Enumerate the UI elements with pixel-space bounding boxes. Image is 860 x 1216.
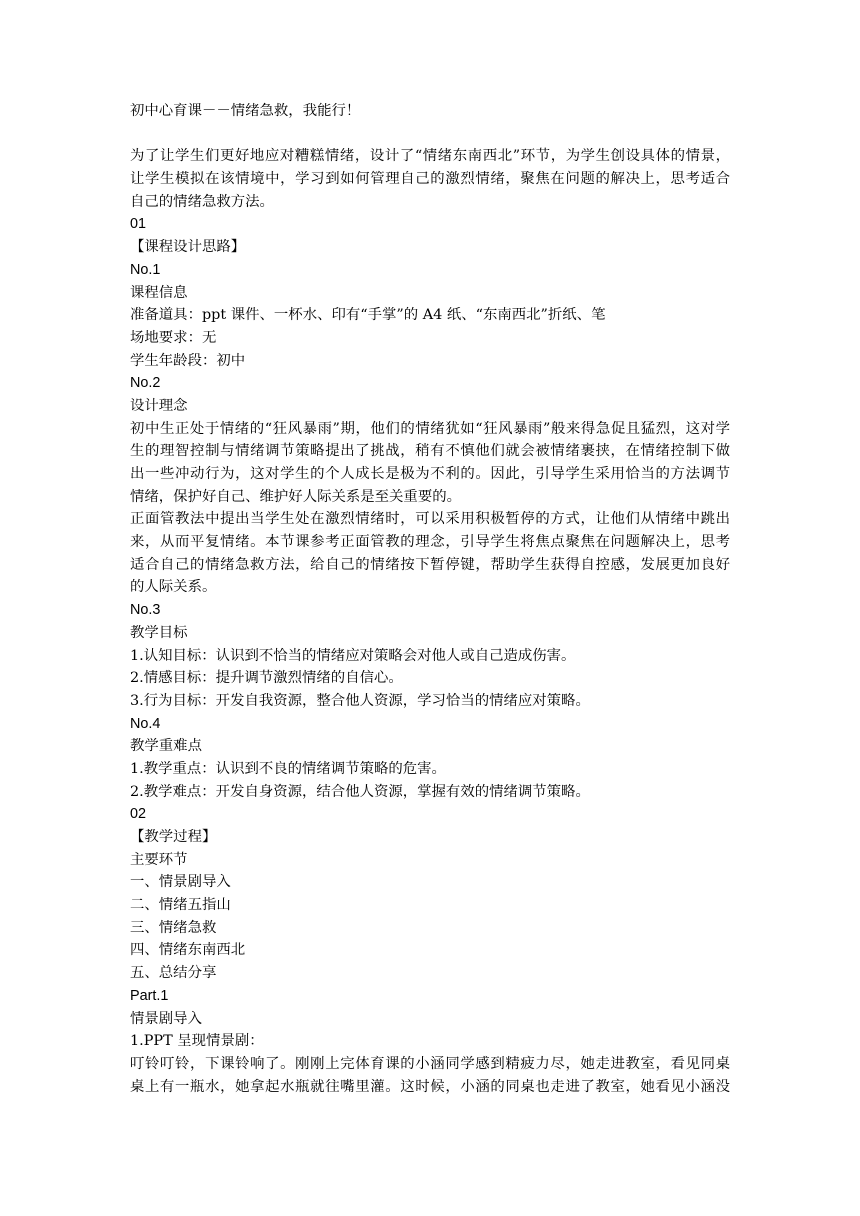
document-title: 初中心育课－－情绪急救，我能行！ (130, 103, 361, 119)
list-item: 准备道具：ppt 课件、一杯水、印有“手掌”的 A4 纸、“东南西北”折纸、笔 (130, 307, 606, 324)
intro-line: 为了让学生们更好地应对糟糕情绪，设计了“情绪东南西北”环节，为学生创设具体的情景， (130, 148, 730, 165)
paragraph-line: 情绪，保护好自己、维护好人际关系是至关重要的。 (130, 488, 461, 505)
subsection-label: No.4 (130, 715, 161, 732)
paragraph-line: 的人际关系。 (130, 579, 217, 596)
subsection-label: No.1 (130, 261, 161, 278)
design-paragraph-1 (130, 418, 730, 509)
subsection-title: 教学目标 (130, 624, 188, 641)
step-item: 一、情景剧导入 (130, 874, 231, 891)
blank-line (130, 123, 730, 146)
list-item: 1.教学重点：认识到不良的情绪调节策略的危害。 (130, 760, 446, 777)
list-item: 场地要求：无 (130, 329, 217, 346)
subsection-label: No.2 (130, 375, 161, 392)
section-heading: 【教学过程】 (130, 829, 217, 845)
section-heading: 【课程设计思路】 (130, 239, 246, 256)
list-item: 3.行为目标：开发自我资源，整合他人资源，学习恰当的情绪应对策略。 (130, 692, 590, 709)
subsection-label: No.3 (130, 602, 161, 619)
intro-line: 自己的情绪急救方法。 (130, 193, 274, 210)
part-title: 情景剧导入 (130, 1010, 202, 1027)
step-item: 五、总结分享 (130, 965, 217, 982)
section-number: 01 (130, 216, 147, 233)
document-page (130, 100, 730, 1098)
subsection-title: 教学重难点 (130, 738, 202, 755)
design-paragraph-2 (130, 508, 730, 599)
step-item: 三、情绪急救 (130, 919, 217, 936)
story-paragraph (130, 1053, 730, 1098)
step-item: 二、情绪五指山 (130, 897, 231, 914)
list-item: 1.PPT 呈现情景剧： (130, 1033, 264, 1050)
intro-paragraph (130, 145, 730, 213)
paragraph-line: 来，从而平复情绪。本节课参考正面管教的理念，引导学生将焦点聚焦在问题解决上，思考 (130, 534, 730, 551)
subsection-title: 课程信息 (130, 284, 188, 301)
paragraph-line: 叮铃叮铃，下课铃响了。刚刚上完体育课的小涵同学感到精疲力尽，她走进教室，看见同桌 (130, 1055, 730, 1072)
list-item: 1.认知目标：认识到不恰当的情绪应对策略会对他人或自己造成伤害。 (130, 647, 576, 664)
paragraph-line: 适合自己的情绪急救方法，给自己的情绪按下暂停键，帮助学生获得自控感，发展更加良好 (130, 556, 730, 573)
steps-title: 主要环节 (130, 851, 188, 868)
paragraph-line: 正面管教法中提出当学生处在激烈情绪时，可以采用积极暂停的方式，让他们从情绪中跳出 (130, 511, 730, 528)
paragraph-line: 生的理智控制与情绪调节策略提出了挑战，稍有不慎他们就会被情绪裹挟，在情绪控制下做 (130, 443, 730, 460)
list-item: 2.情感目标：提升调节激烈情绪的自信心。 (130, 670, 403, 687)
part-label: Part.1 (130, 987, 169, 1004)
list-item: 2.教学难点：开发自身资源，结合他人资源，掌握有效的情绪调节策略。 (130, 783, 590, 800)
paragraph-line: 初中生正处于情绪的“狂风暴雨”期，他们的情绪犹如“狂风暴雨”般来得急促且猛烈，这对学 (130, 420, 730, 437)
step-item: 四、情绪东南西北 (130, 942, 246, 959)
section-number: 02 (130, 806, 147, 823)
list-item: 学生年龄段：初中 (130, 352, 246, 369)
paragraph-line: 桌上有一瓶水，她拿起水瓶就往嘴里灌。这时候，小涵的同桌也走进了教室，她看见小涵没 (130, 1078, 730, 1095)
intro-line: 让学生模拟在该情境中，学习到如何管理自己的激烈情绪，聚焦在问题的解决上，思考适合 (130, 171, 730, 188)
subsection-title: 设计理念 (130, 397, 188, 414)
paragraph-line: 出一些冲动行为，这对学生的个人成长是极为不利的。因此，引导学生采用恰当的方法调节 (130, 466, 730, 482)
